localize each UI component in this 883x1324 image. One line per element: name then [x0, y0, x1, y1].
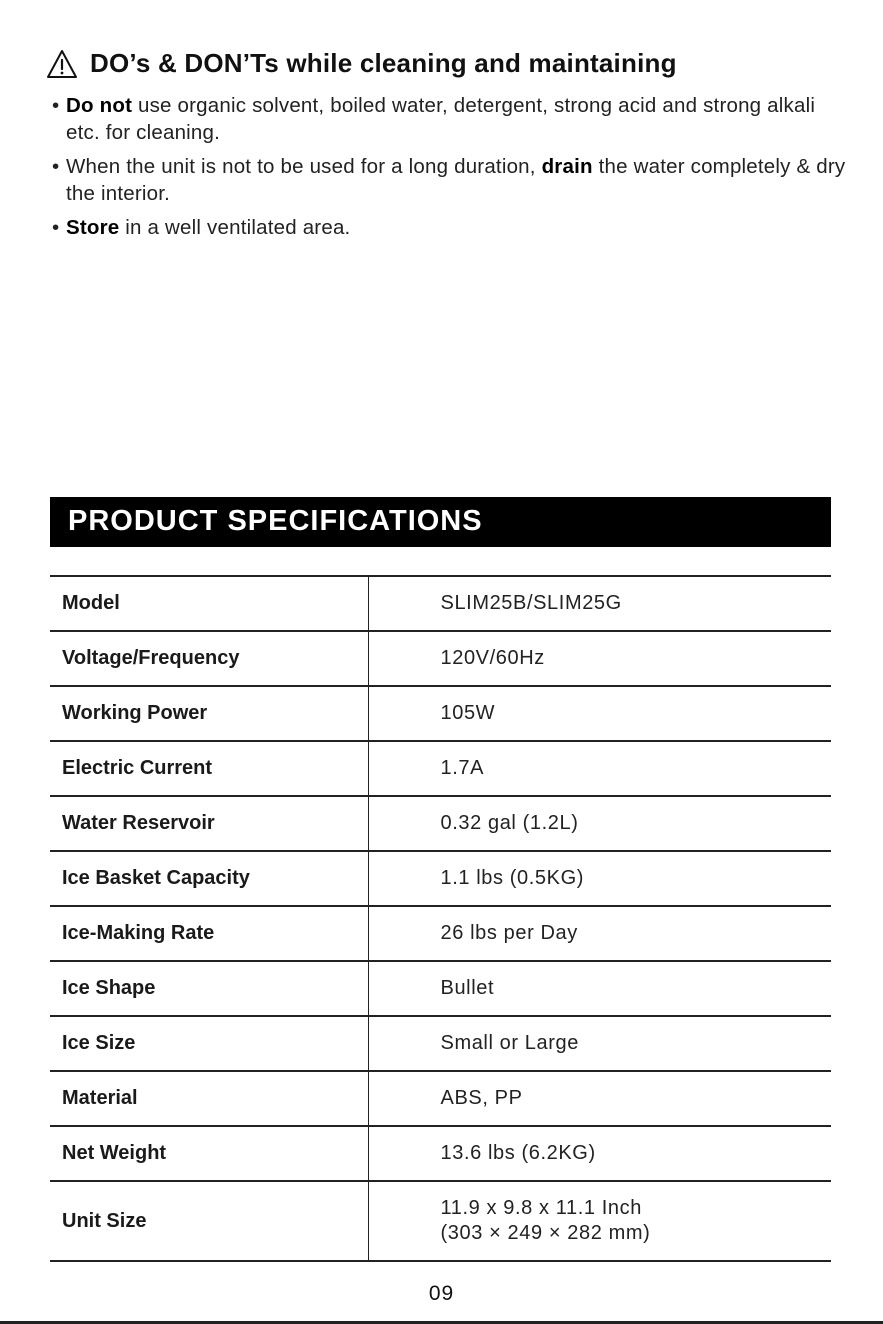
table-row [50, 1181, 831, 1261]
spec-label: Voltage/Frequency [50, 631, 368, 686]
spec-label: Water Reservoir [50, 796, 368, 851]
list-item: • Do not use organic solvent, boiled water, detergent, strong acid and strong alkali etc. for cleaning. [52, 94, 816, 144]
spec-value: Small or Large [368, 1016, 831, 1071]
spec-value-imperial: 11.9 x 9.8 x 11.1 Inch [440, 1197, 642, 1219]
spec-value: 0.32 gal (1.2L) [368, 796, 831, 851]
bullet-dot: • [52, 94, 60, 117]
emphasis: drain [541, 155, 593, 178]
spec-label: Working Power [50, 686, 368, 741]
bullet-dot: • [52, 155, 60, 178]
spec-label: Model [50, 576, 368, 631]
spec-label: Ice Shape [50, 961, 368, 1016]
table-row [50, 576, 831, 631]
spec-value: SLIM25B/SLIM25G [368, 576, 831, 631]
spec-value: 1.1 lbs (0.5KG) [368, 851, 831, 906]
emphasis: Store [66, 216, 120, 239]
list-item: • Store in a well ventilated area. [52, 216, 351, 239]
table-row [50, 1126, 831, 1181]
spec-value [368, 1181, 831, 1261]
table-row [50, 741, 831, 796]
spec-label: Ice Basket Capacity [50, 851, 368, 906]
spec-label: Material [50, 1071, 368, 1126]
spec-value: 1.7A [368, 741, 831, 796]
emphasis: Do not [66, 94, 133, 117]
banner-title: PRODUCT SPECIFICATIONS [68, 505, 483, 537]
table-row [50, 906, 831, 961]
warning-icon [46, 49, 78, 79]
table-row [50, 961, 831, 1016]
bullet-dot: • [52, 216, 60, 239]
table-row [50, 1071, 831, 1126]
spec-label: Unit Size [50, 1181, 368, 1261]
spec-label: Ice Size [50, 1016, 368, 1071]
spec-label: Electric Current [50, 741, 368, 796]
spec-value: 105W [368, 686, 831, 741]
heading-title: DO’s & DON’Ts while cleaning and maintaining [90, 48, 677, 78]
table-row [50, 1016, 831, 1071]
spec-value: ABS, PP [368, 1071, 831, 1126]
page-number: 09 [428, 1282, 455, 1305]
specifications-banner [50, 497, 831, 547]
table-row [50, 796, 831, 851]
spec-label: Net Weight [50, 1126, 368, 1181]
spec-value: Bullet [368, 961, 831, 1016]
section-heading [46, 48, 677, 79]
spec-value: 120V/60Hz [368, 631, 831, 686]
table-row [50, 631, 831, 686]
care-instructions-list [52, 92, 852, 248]
list-item: • When the unit is not to be used for a long duration, drain the water completely & dry the interior. [52, 155, 846, 205]
specifications-table [50, 575, 831, 1262]
table-row [50, 851, 831, 906]
spec-value-metric: (303 × 249 × 282 mm) [440, 1222, 651, 1244]
spec-value: 13.6 lbs (6.2KG) [368, 1126, 831, 1181]
spec-value: 26 lbs per Day [368, 906, 831, 961]
table-row [50, 686, 831, 741]
spec-label: Ice-Making Rate [50, 906, 368, 961]
